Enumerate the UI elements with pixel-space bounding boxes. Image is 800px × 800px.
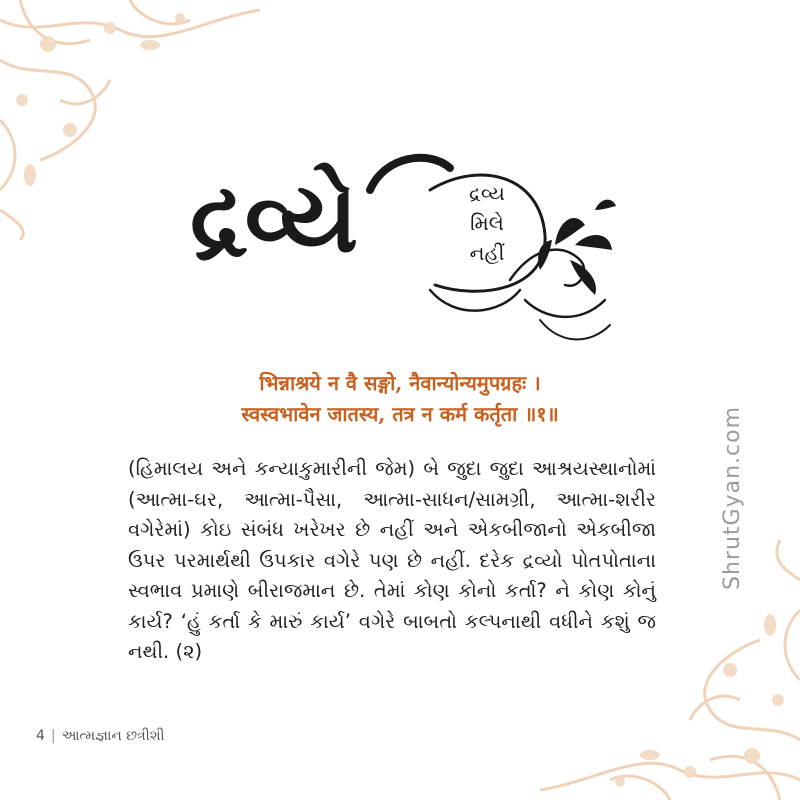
title-side-line: દ્રવ્ય <box>469 181 505 205</box>
page-number: 4 <box>36 728 45 744</box>
title-side-text <box>442 178 532 268</box>
title-block <box>180 150 620 360</box>
explanation-paragraph: (હિમાલય અને કન્યાકુમારીની જેમ) બે જુદા જુદા આશ્રયસ્થાનોમાં (આત્મા-ઘર, આત્મા-પૈસા, આત્મા-સાધન/સામગ્રી, આત્મા-શરીર વગેરેમાં) કોઇ સંબંધ ખરેખર છે નહીં અને એકબીજાનો એકબીજા ઉપર પરમાર્થથી ઉપકાર વગેરે પણ છે નહીં. દરેક દ્રવ્યો પોતપોતાના સ્વભાવ પ્રમાણે બીરાજમાન છે. તેમાં કોણ કોનો કર્તા? ને કોણ કોનું કાર્ય? ‘હું કર્તા કે મારું કાર્ય’ વગેરે બાબતો કલ્પનાથી વધીને કશું જ નથી. (૨) <box>128 457 656 663</box>
site-watermark: ShrutGyan.com <box>720 406 745 590</box>
verse-line: स्वस्वभावेन जातस्य, तत्र न कर्म कर्तृता ॥१॥ <box>241 402 559 426</box>
page-footer <box>36 728 165 744</box>
footer-separator: | <box>50 728 56 744</box>
verse-line: भिन्नाश्रये न वै सङ्गो, नैवान्योन्यमुपग्रहः । <box>259 371 541 395</box>
title-side-line: મિલે <box>470 211 504 235</box>
title-side-line: નહીં <box>469 241 505 265</box>
book-title: આત્મજ્ઞાન છત્રીશી <box>61 728 165 744</box>
sanskrit-verse <box>150 368 650 430</box>
title-main-text: દ્રવ્યે <box>190 161 357 274</box>
